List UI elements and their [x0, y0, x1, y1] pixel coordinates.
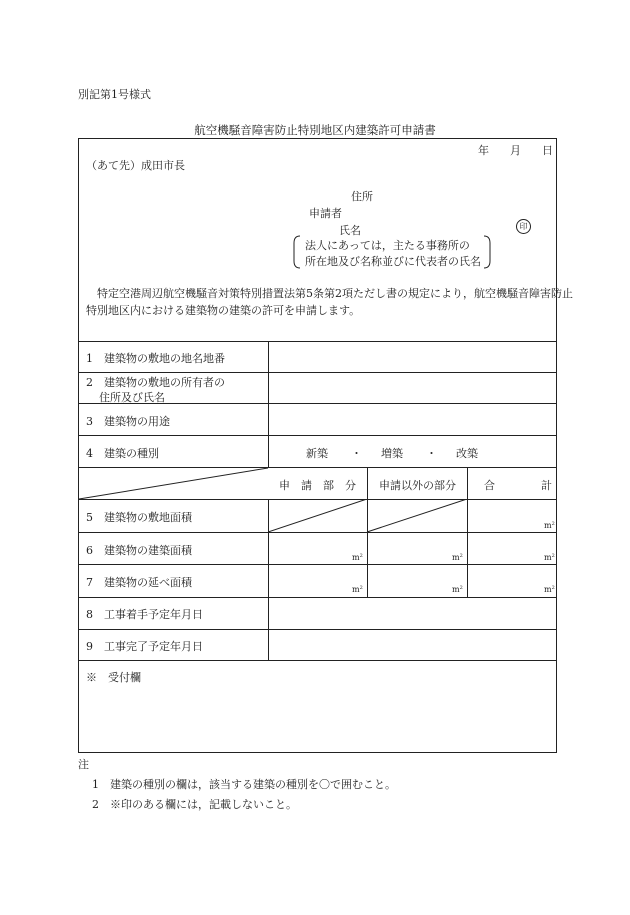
- type-separator: ・: [426, 447, 437, 460]
- form-title: 航空機騒音障害防止特別地区内建築許可申請書: [194, 123, 436, 137]
- row-completion-date: 9 工事完了予定年月日: [86, 640, 203, 653]
- body-text-line1: 特定空港周辺航空機騒音対策特別措置法第5条第2項ただし書の規定により，航空機騒音障害防止: [97, 287, 573, 300]
- row-site-owner-line2: 住所及び氏名: [99, 391, 165, 404]
- addressee: （あて先）成田市長: [86, 159, 185, 172]
- unit-m2: $m^2$: [544, 553, 555, 562]
- start-date-field[interactable]: [269, 598, 556, 629]
- application-form: [78, 138, 573, 753]
- header-diagonal: [79, 467, 269, 500]
- unit-m2: $m^2$: [544, 585, 555, 594]
- col-other-part: 申請以外の部分: [379, 479, 456, 492]
- col-total: 合: [484, 479, 495, 492]
- applicant-name-label: 氏名: [339, 224, 361, 237]
- unit-m2: $m^2$: [452, 585, 463, 594]
- col-applied-part: 申 請 部 分: [279, 479, 356, 492]
- row-site-area: 5 建築物の敷地面積: [86, 511, 192, 524]
- building-use-field[interactable]: [269, 404, 556, 435]
- row-start-date: 8 工事着手予定年月日: [86, 608, 203, 621]
- row-building-area: 6 建築物の建築面積: [86, 544, 192, 557]
- corporate-note-line1: 法人にあっては，主たる事務所の: [305, 239, 470, 252]
- unit-m2: $m^2$: [352, 553, 363, 562]
- reception-box-label: ※ 受付欄: [86, 671, 141, 684]
- notes-heading: 注: [78, 758, 89, 771]
- col-total-2: 計: [541, 479, 552, 492]
- type-extension[interactable]: 増築: [381, 447, 403, 460]
- date-day-label: 日: [542, 144, 553, 157]
- seal-icon: 印: [516, 219, 531, 234]
- type-new[interactable]: 新築: [306, 447, 328, 460]
- site-location-field[interactable]: [269, 342, 556, 372]
- row-site-owner: 2 建築物の敷地の所有者の: [86, 376, 225, 389]
- corporate-note-line2: 所在地及び名称並びに代表者の氏名: [305, 255, 481, 268]
- applicant-label: 申請者: [309, 207, 342, 220]
- row-building-use: 3 建築物の用途: [86, 415, 170, 428]
- row-total-floor-area: 7 建築物の延べ面積: [86, 576, 192, 589]
- row5-diagonals: [268, 499, 468, 533]
- unit-m2: $m^2$: [452, 553, 463, 562]
- type-separator: ・: [351, 447, 362, 460]
- site-owner-field[interactable]: [269, 373, 556, 403]
- note-item: 1 建築の種別の欄は，該当する建築の種別を〇で囲むこと。: [92, 778, 396, 791]
- note-item: 2 ※印のある欄には，記載しないこと。: [92, 798, 297, 811]
- unit-m2: $m^2$: [544, 521, 555, 530]
- row-site-location: 1 建築物の敷地の地名地番: [86, 352, 225, 365]
- unit-m2: $m^2$: [352, 585, 363, 594]
- completion-date-field[interactable]: [269, 630, 556, 660]
- date-month-label: 月: [510, 144, 521, 157]
- form-number: 別記第1号様式: [78, 88, 151, 101]
- date-year-label: 年: [478, 144, 489, 157]
- type-rebuild[interactable]: 改築: [456, 447, 478, 460]
- applicant-address-label: 住所: [351, 190, 373, 203]
- body-text-line2: 特別地区内における建築物の建築の許可を申請します。: [86, 304, 361, 317]
- row-construction-type: 4 建築の種別: [86, 447, 159, 460]
